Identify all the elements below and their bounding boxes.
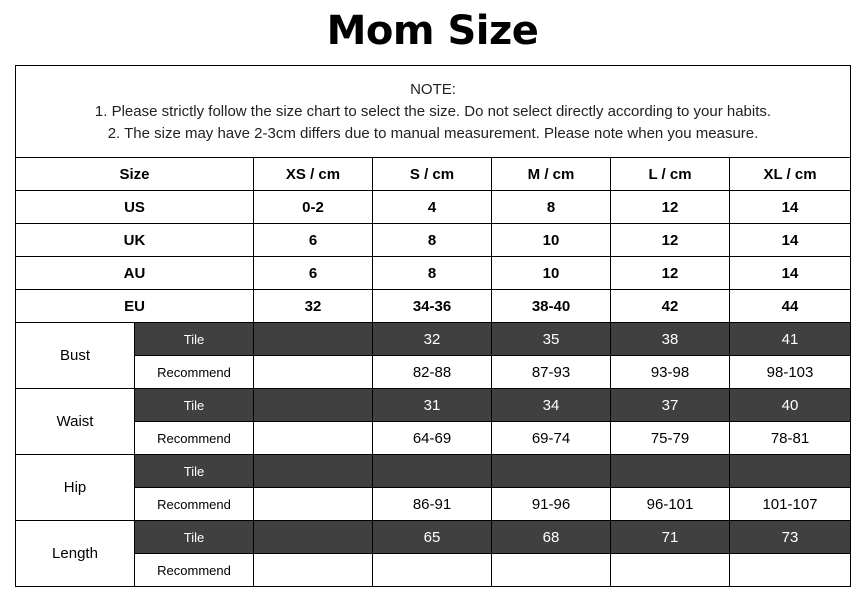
region-value: 8 [373,224,492,257]
region-value: 12 [611,257,730,290]
measure-tile-row [16,389,851,422]
region-value: 14 [730,191,851,224]
region-value: 12 [611,224,730,257]
tile-value: 68 [492,521,611,554]
region-value: 42 [611,290,730,323]
tile-value: 34 [492,389,611,422]
tile-label: Tile [135,323,254,356]
tile-value [254,455,373,488]
recommend-label: Recommend [135,422,254,455]
recommend-value [254,422,373,455]
measure-name: Hip [16,455,135,521]
note-heading: NOTE: [410,80,456,98]
recommend-value: 86-91 [373,488,492,521]
measure-recommend-row [16,422,851,455]
tile-value [254,323,373,356]
col-header-m: M / cm [492,158,611,191]
region-value: 44 [730,290,851,323]
page-title: Mom Size [326,8,539,54]
tile-label: Tile [135,521,254,554]
measure-recommend-row [16,488,851,521]
recommend-value: 96-101 [611,488,730,521]
recommend-value [730,554,851,587]
tile-label: Tile [135,389,254,422]
region-value: 38-40 [492,290,611,323]
region-label: AU [16,257,254,290]
tile-value [730,455,851,488]
size-header: Size [16,158,254,191]
tile-value: 37 [611,389,730,422]
region-value: 10 [492,224,611,257]
note-line-2: 2. The size may have 2-3cm differs due to manual measurement. Please note when you measure. [107,124,759,142]
region-value: 4 [373,191,492,224]
col-header-s: S / cm [373,158,492,191]
recommend-value [492,554,611,587]
measure-tile-row [16,521,851,554]
measure-name: Waist [16,389,135,455]
recommend-value: 91-96 [492,488,611,521]
recommend-value [373,554,492,587]
region-value: 14 [730,224,851,257]
recommend-label: Recommend [135,488,254,521]
col-header-xs: XS / cm [254,158,373,191]
tile-value: 40 [730,389,851,422]
col-header-l: L / cm [611,158,730,191]
region-label: UK [16,224,254,257]
region-value: 8 [492,191,611,224]
recommend-value: 64-69 [373,422,492,455]
tile-value: 65 [373,521,492,554]
size-chart-table [15,65,851,587]
region-value: 10 [492,257,611,290]
recommend-value [611,554,730,587]
region-row [16,191,851,224]
region-row [16,224,851,257]
measure-recommend-row [16,554,851,587]
recommend-value: 101-107 [730,488,851,521]
tile-value: 41 [730,323,851,356]
tile-value [373,455,492,488]
measure-name: Length [16,521,135,587]
tile-value [611,455,730,488]
region-value: 34-36 [373,290,492,323]
region-row [16,290,851,323]
region-value: 12 [611,191,730,224]
recommend-value: 93-98 [611,356,730,389]
recommend-value: 82-88 [373,356,492,389]
header-row [16,158,851,191]
recommend-value [254,356,373,389]
region-value: 14 [730,257,851,290]
recommend-label: Recommend [135,356,254,389]
measure-recommend-row [16,356,851,389]
tile-value: 35 [492,323,611,356]
region-value: 6 [254,257,373,290]
recommend-value [254,488,373,521]
region-label: US [16,191,254,224]
tile-value: 38 [611,323,730,356]
region-value: 32 [254,290,373,323]
tile-value [254,389,373,422]
tile-value [254,521,373,554]
tile-value: 73 [730,521,851,554]
recommend-value: 87-93 [492,356,611,389]
region-value: 8 [373,257,492,290]
recommend-value: 98-103 [730,356,851,389]
recommend-value: 75-79 [611,422,730,455]
recommend-value [254,554,373,587]
recommend-value: 78-81 [730,422,851,455]
note-line-1: 1. Please strictly follow the size chart to select the size. Do not select directly according to your habits. [94,102,772,120]
recommend-label: Recommend [135,554,254,587]
tile-value: 31 [373,389,492,422]
region-row [16,257,851,290]
note-box [16,66,851,158]
tile-value: 32 [373,323,492,356]
col-header-xl: XL / cm [730,158,851,191]
measure-tile-row [16,323,851,356]
measure-name: Bust [16,323,135,389]
tile-label: Tile [135,455,254,488]
region-value: 0-2 [254,191,373,224]
measure-tile-row [16,455,851,488]
region-value: 6 [254,224,373,257]
tile-value [492,455,611,488]
tile-value: 71 [611,521,730,554]
recommend-value: 69-74 [492,422,611,455]
region-label: EU [16,290,254,323]
